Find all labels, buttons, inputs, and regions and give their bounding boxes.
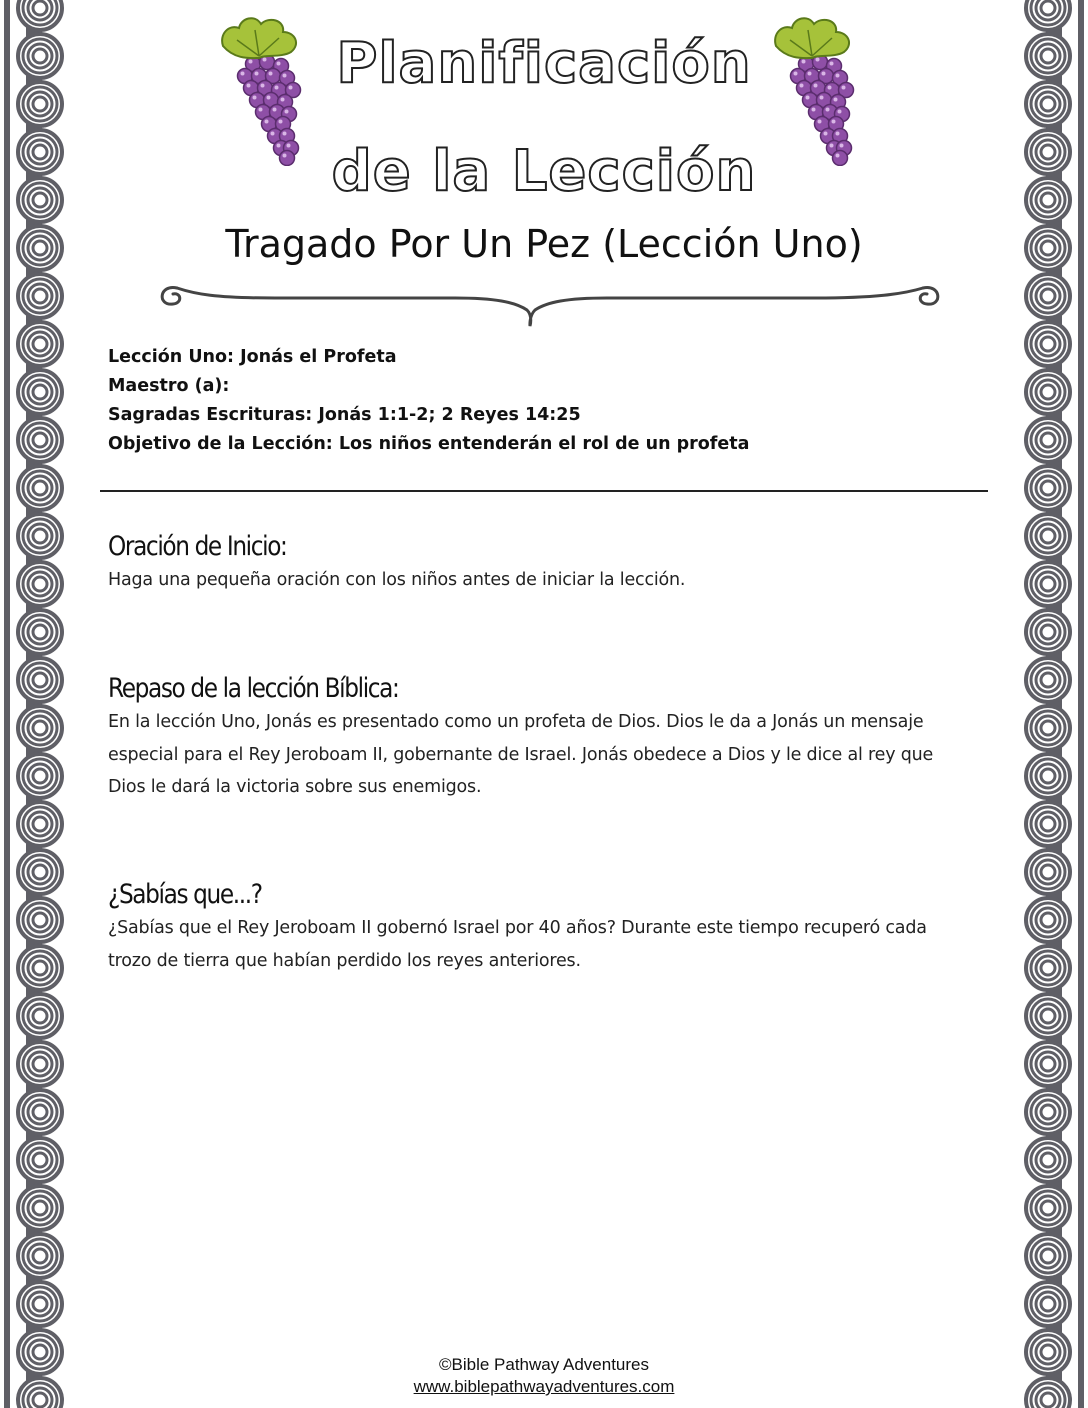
lesson-title: Tragado Por Un Pez (Lección Uno)	[225, 222, 863, 266]
bible-lesson-review-section	[108, 672, 968, 804]
section-body: En la lección Uno, Jonás es presentado como un profeta de Dios. Dios le da a Jonás un mensaje especial para el Rey Jeroboam II, gobernante de Israel. Jonás obedece a Dios y le dice al rey que Dios le dará la victoria sobre sus enemigos.	[108, 712, 934, 797]
grapes-icon	[768, 14, 868, 166]
section-body: Haga una pequeña oración con los niños antes de iniciar la lección.	[108, 570, 686, 590]
section-heading: Repaso de la lección Bíblica:	[108, 673, 399, 704]
scallop-border-right	[1016, 0, 1088, 1408]
scallop-border-left	[0, 0, 72, 1408]
opening-prayer-section	[108, 530, 968, 597]
page-title-line-1: Planificación	[336, 31, 752, 96]
flourish-divider	[155, 278, 945, 332]
lesson-name: Lección Uno: Jonás el Profeta	[108, 347, 397, 367]
scriptures: Sagradas Escrituras: Jonás 1:1-2; 2 Reyes 14:25	[108, 405, 581, 425]
footer	[0, 1354, 1088, 1398]
teacher-field: Maestro (a):	[108, 376, 230, 396]
page-title	[330, 10, 758, 226]
divider	[100, 490, 988, 492]
section-body: ¿Sabías que el Rey Jeroboam II gobernó Israel por 40 años? Durante este tiempo recuperó cada trozo de tierra que habían perdido los reyes anteriores.	[108, 918, 927, 971]
grapes-icon	[215, 14, 315, 166]
footer-copyright: ©Bible Pathway Adventures	[438, 1355, 650, 1374]
footer-link[interactable]: www.biblepathwayadventures.com	[413, 1377, 675, 1396]
section-heading: Oración de Inicio:	[108, 531, 287, 562]
did-you-know-section	[108, 878, 968, 977]
section-heading: ¿Sabías que...?	[108, 879, 262, 910]
page-title-line-2: de la Lección	[331, 139, 757, 204]
lesson-objective: Objetivo de la Lección: Los niños entenderán el rol de un profeta	[108, 434, 750, 454]
lesson-meta	[108, 343, 749, 459]
